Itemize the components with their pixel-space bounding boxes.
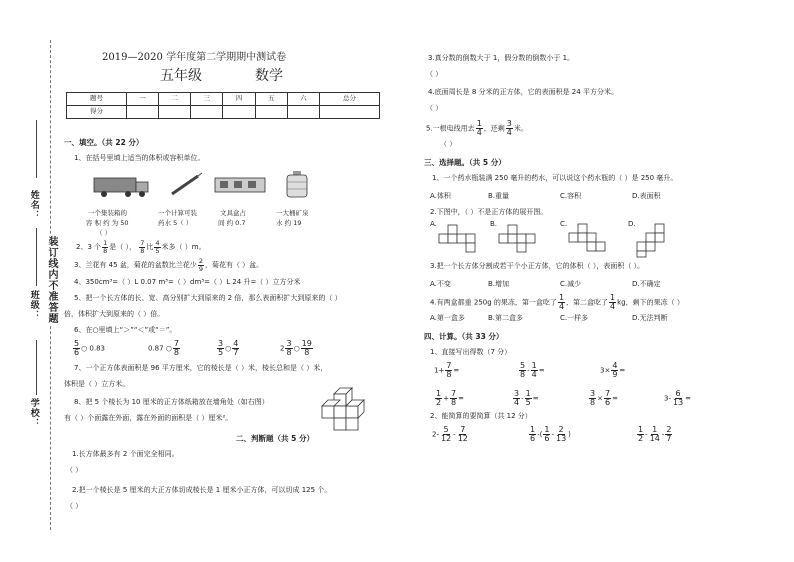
choice-4-text: 4.有两盒都重 250g 的果冻，第一盒吃了 $\frac{1}{4}$ ，第二盒吃了 $\frac{1}{4}$ kg，剩下的果冻（ ）: [430, 293, 684, 311]
caption3-line2: 间 约 0.7: [218, 219, 246, 227]
pencil-case-icon: [214, 176, 266, 196]
calc-2-title: 2、能简算的要简算（共 12 分）: [430, 412, 532, 420]
section4-title: 四、计算。（共 33 分）: [424, 332, 504, 341]
q5-text-line2: 倍，体积扩大到原来的（ ）倍。: [64, 310, 165, 318]
choice-3-option-c[interactable]: C.减少: [560, 280, 582, 288]
calc-1-item: $\frac{3}{8}$ × $\frac{7}{6}$ =: [590, 389, 618, 407]
judge-4-answer[interactable]: （ ）: [426, 104, 443, 112]
score-cell: 得分: [67, 106, 127, 119]
choice-2-text: 2.下图中，（ ）不是正方体的展开图。: [430, 208, 548, 216]
score-input[interactable]: [255, 106, 287, 119]
caption1-line2: 容 积 约 为 50: [86, 219, 129, 227]
score-cell: 总分: [319, 93, 379, 106]
q4-text: 4、350cm³=（ ）L 0.07 m³=（ ）dm³=（ ）L 24 升=（ ）立方分米: [74, 278, 301, 286]
score-input[interactable]: [127, 106, 159, 119]
caption3-line1: 文具盒占: [220, 209, 246, 217]
compare-4: 2 $\frac{3}{8}$ ○ $\frac{19}{8}$: [280, 339, 312, 357]
judge-5-answer[interactable]: （ ）: [440, 140, 457, 148]
score-cell: 四: [223, 93, 255, 106]
choice-2-option-c[interactable]: C.: [560, 220, 568, 228]
calc-1-item: 3× $\frac{4}{9}$ =: [600, 361, 626, 379]
caption2-line1: 一个计算可装: [158, 209, 197, 217]
choice-2-option-d[interactable]: D.: [628, 220, 636, 228]
choice-4-option-c[interactable]: C.一样多: [560, 314, 589, 322]
subject-label: 数学: [255, 68, 283, 84]
q8-text-line1: 8、把 5 个棱长为 10 厘米的正方体纸箱放在墙角处（如右图）: [74, 398, 269, 406]
compare-2: 0.87 ○ $\frac{7}{8}$: [148, 339, 180, 357]
judge-3-text: 3.真分数的倒数大于 1，假分数的倒数小于 1。: [428, 54, 575, 62]
choice-4-option-b[interactable]: B.第二盒多: [488, 314, 524, 322]
calc-1-item: $\frac{5}{8}$ - $\frac{1}{4}$ =: [520, 361, 545, 379]
score-table: [66, 92, 380, 119]
score-cell: 六: [287, 93, 319, 106]
choice-1-option-d[interactable]: D.表面积: [632, 192, 661, 200]
judge-2-answer[interactable]: （ ）: [66, 502, 83, 510]
name-line[interactable]: [36, 120, 37, 178]
choice-1-option-c[interactable]: C.容积: [560, 192, 582, 200]
score-cell: 一: [127, 93, 159, 106]
score-input[interactable]: [287, 106, 319, 119]
q2-text: 2、3 个 $\frac{1}{8}$ 是（ ）， $\frac{7}{8}$ 比 $\frac{4}{5}$ 米多（ ）m。: [76, 239, 206, 255]
syringe-icon: [168, 172, 204, 198]
caption1-line3: （ ）: [96, 229, 112, 237]
score-input[interactable]: [223, 106, 255, 119]
class-label: 班级：: [28, 290, 39, 320]
score-cell: 三: [191, 93, 223, 106]
choice-2-option-a[interactable]: A.: [430, 220, 437, 228]
stacked-cubes-figure: [320, 386, 384, 432]
calc-2-item: $\frac{1}{6}$ -( $\frac{1}{6}$ - $\frac{2}{13}$ ): [530, 425, 571, 443]
q7-text-line1: 7、一个正方体表面积是 96 平方厘米，它的棱长是（ ）米，棱长总和是（ ）米，: [74, 364, 328, 372]
caption1-line1: 一个集装箱的: [88, 209, 127, 217]
judge-5-text: 5.一根电线用去 $\frac{1}{4}$ ，还剩 $\frac{3}{4}$ 米。: [426, 119, 528, 137]
choice-2-option-b[interactable]: B.: [490, 220, 498, 228]
choice-3-text: 3.把一个长方体分割成若干个小正方体，它的体积（ ），表面积（ ）。: [430, 262, 645, 270]
name-label: 姓名：: [28, 190, 39, 220]
calc-1-item: 3- $\frac{6}{13}$ =: [664, 389, 692, 407]
water-bucket-icon: [284, 170, 310, 200]
grade-label: 五年级: [160, 68, 202, 84]
section2-title: 二、判断题（共 5 分）: [236, 434, 314, 443]
caption4-line1: 一大桶矿泉: [276, 209, 309, 217]
net-b-figure: [498, 222, 538, 258]
q6-text: 6、在○里填上“＞”“＜”或“＝”。: [74, 326, 177, 334]
score-table-header: [67, 93, 380, 106]
seal-notice: 装订线内不准答题: [46, 236, 57, 324]
judge-4-text: 4.底面周长是 8 分米的正方体，它的表面积是 24 平方分米。: [428, 88, 618, 96]
score-table-row: [67, 106, 380, 119]
calc-1-item: $\frac{3}{4}$ - $\frac{1}{5}$ =: [514, 389, 539, 407]
q5-text-line1: 5、把一个长方体的长、宽、高分别扩大到原来的 2 倍，那么表面积扩大到原来的（ ）: [74, 294, 342, 302]
choice-4-option-d[interactable]: D.无法判断: [632, 314, 668, 322]
score-input[interactable]: [191, 106, 223, 119]
exam-title: 2019—2020 学年度第二学期期中测试卷: [102, 52, 287, 63]
net-d-figure: [636, 222, 676, 258]
judge-3-answer[interactable]: （ ）: [426, 70, 443, 78]
calc-1-item: $\frac{1}{2}$ + $\frac{7}{8}$ =: [436, 389, 464, 407]
compare-3: $\frac{3}{5}$ ○ $\frac{4}{7}$: [218, 339, 239, 357]
judge-1-text: 1.长方体最多有 2 个面完全相同。: [72, 450, 179, 458]
caption2-line2: 药水 5（ ）: [158, 219, 193, 227]
q1-text: 1、在括号里填上适当的体积或容积单位。: [74, 154, 205, 162]
judge-2-text: 2.把一个棱长是 5 厘米的大正方体切成棱长是 1 厘米小正方体，可以切成 125 个。: [72, 486, 332, 494]
q3-text: 3、兰花有 45 盆，菊花的盆数比兰花少 $\frac{2}{9}$ ，菊花有（ ）盆。: [74, 257, 264, 273]
compare-1: $\frac{5}{6}$ ○ 0.83: [74, 339, 106, 357]
score-cell: 五: [255, 93, 287, 106]
school-label: 学校：: [28, 398, 39, 428]
class-line[interactable]: [36, 228, 37, 286]
choice-1-option-a[interactable]: A.体积: [430, 192, 451, 200]
choice-3-option-d[interactable]: D.不确定: [632, 280, 661, 288]
choice-1-text: 1、一个药水瓶装满 250 毫升的药水，可以说这个药水瓶的（ ）是 250 毫升。: [432, 174, 678, 182]
net-c-figure: [568, 222, 608, 258]
calc-2-item: 2- $\frac{5}{12}$ - $\frac{7}{12}$: [432, 425, 468, 443]
score-cell: 题号: [67, 93, 127, 106]
score-cell: 二: [159, 93, 191, 106]
calc-2-item: $\frac{1}{2}$ - $\frac{1}{14}$ - $\frac{2}{7}$: [638, 425, 672, 443]
choice-4-option-a[interactable]: A.第一盒多: [430, 314, 465, 322]
choice-3-option-b[interactable]: B.增加: [488, 280, 510, 288]
caption4-line2: 水 约 19: [276, 219, 302, 227]
judge-1-answer[interactable]: （ ）: [66, 466, 83, 474]
section3-title: 三、选择题。（共 5 分）: [424, 158, 506, 167]
container-truck-icon: [92, 172, 150, 200]
choice-3-option-a[interactable]: A.不变: [430, 280, 451, 288]
score-input[interactable]: [159, 106, 191, 119]
choice-1-option-b[interactable]: B.重量: [488, 192, 510, 200]
score-input[interactable]: [319, 106, 379, 119]
q7-text-line2: 体积是（ ）立方米。: [64, 380, 130, 388]
calc-1-title: 1、直接写出得数（7 分）: [430, 348, 512, 356]
calc-1-item: 1+ $\frac{7}{8}$ =: [434, 361, 460, 379]
q8-text-line2: 有（ ）个面露在外面，露在外面的面积是（ ）厘米²。: [64, 414, 233, 422]
school-line[interactable]: [36, 340, 37, 395]
section1-title: 一、填空。（共 22 分）: [64, 138, 144, 147]
net-a-figure: [438, 222, 478, 258]
